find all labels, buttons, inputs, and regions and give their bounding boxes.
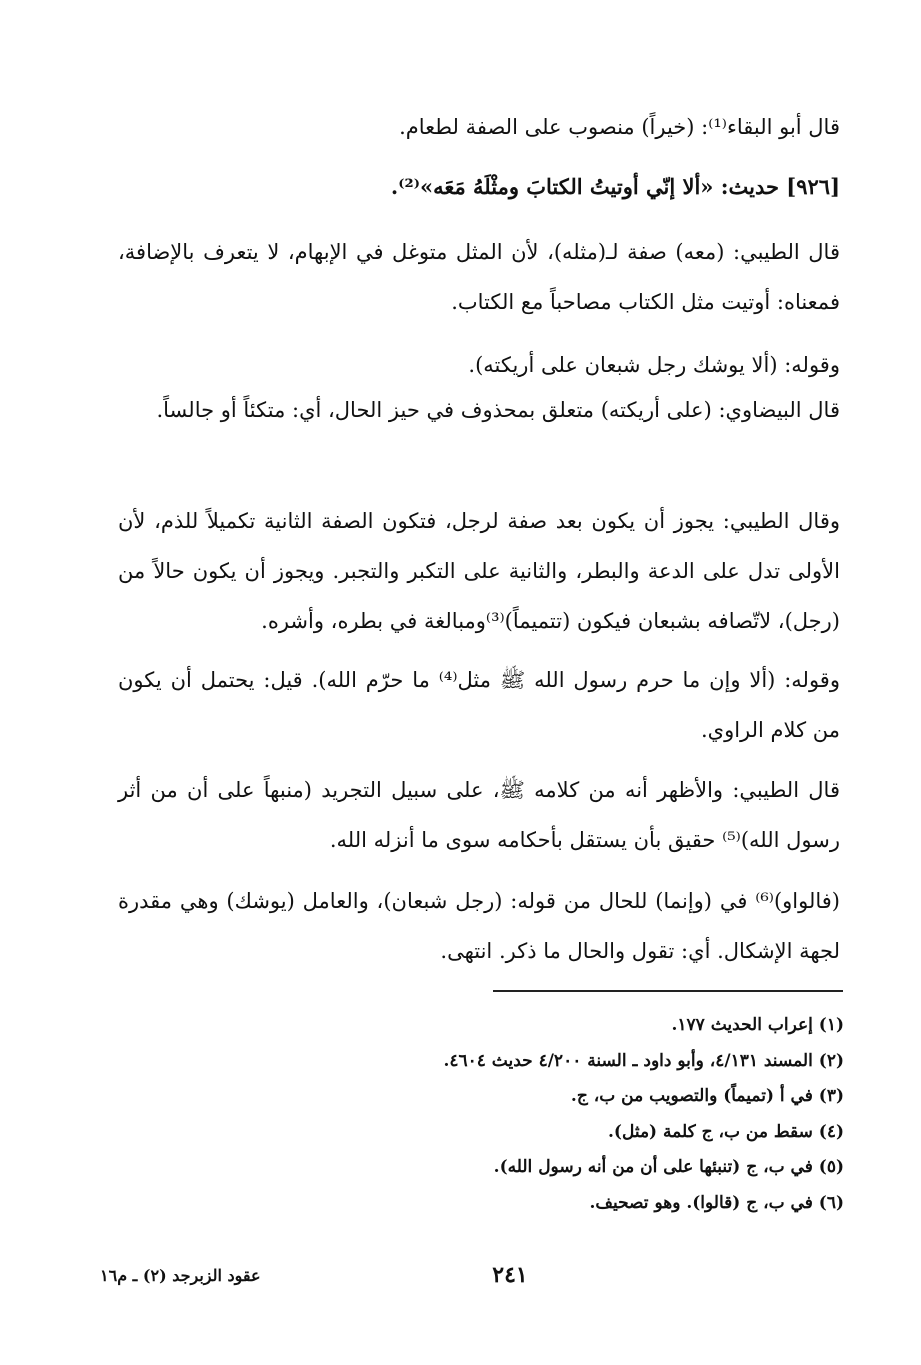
running-footer: عقود الزبرجد (٢) ـ م١٦ [100, 1266, 261, 1285]
page-number: ٢٤١ [492, 1262, 528, 1288]
paragraph-qawluhu-harrama: وقوله: (ألا وإن ما حرم رسول الله ﷺ مثل⁽⁴⁾ ما حرّم الله). قيل: يحتمل أن يكون من كلام الراوي. [118, 668, 840, 742]
paragraph-tibi-sifa: وقال الطيبي: يجوز أن يكون بعد صفة لرجل، فتكون الصفة الثانية تكميلاً للذم، لأن الأولى تدل على الدعة والبطر، والثانية على التكبر والتجبر. ويجوز أن يكون حالاً من (رجل)، لاتّصافه بشبعان فيكون (تتميماً)⁽³⁾ومبالغة في بطره، وأشره. [118, 509, 840, 633]
footnote-3: (٣) في أ (تميماً) والتصويب من ب، ج. [570, 1086, 844, 1106]
footnote-6: (٦) في ب، ج (قالوا). وهو تصحيف. [589, 1192, 844, 1213]
footnote-2: (٢) المسند ٤/١٣١، وأبو داود ـ السنة ٤/٢٠٠ حديث ٤٦٠٤. [443, 1050, 844, 1071]
hadith-heading-926: [٩٢٦] حديث: «ألا إنّي أوتيتُ الكتابَ ومثْلَهُ مَعَه»⁽²⁾. [390, 174, 840, 199]
footnote-divider [493, 990, 843, 992]
paragraph-abu-al-baqa: قال أبو البقاء⁽¹⁾: (خيراً) منصوب على الصفة لطعام. [399, 115, 840, 139]
footnotes-list [118, 1008, 844, 1221]
footnote-5: (٥) في ب، ج (تنبئها على أن من أنه رسول الله). [493, 1157, 844, 1177]
paragraph-tibi-azhar: قال الطيبي: والأظهر أنه من كلامه ﷺ، على سبيل التجريد (منبهاً على أن من أثر رسول الله)⁽⁵⁾ حقيق بأن يستقل بأحكامه سوى ما أنزله الله. [118, 778, 840, 852]
footnote-4: (٤) سقط من ب، ج كلمة (مثل). [607, 1121, 844, 1142]
paragraph-fal-waw: (فالواو)⁽⁶⁾ في (وإنما) للحال من قوله: (رجل شبعان)، والعامل (يوشك) وهي مقدرة لجهة الإشكال. أي: تقول والحال ما ذكر. انتهى. [118, 889, 840, 963]
paragraph-baydawi: قال البيضاوي: (على أريكته) متعلق بمحذوف في حيز الحال، أي: متكئاً أو جالساً. [156, 398, 840, 422]
paragraph-qawluhu-yushik: وقوله: (ألا يوشك رجل شبعان على أريكته). [468, 353, 840, 377]
paragraph-tibi-maahu: قال الطيبي: (معه) صفة لـ(مثله)، لأن المثل متوغل في الإبهام، لا يتعرف بالإضافة، فمعناه: أوتيت مثل الكتاب مصاحباً مع الكتاب. [118, 240, 840, 314]
footnote-1: (١) إعراب الحديث ١٧٧. [671, 1015, 844, 1035]
